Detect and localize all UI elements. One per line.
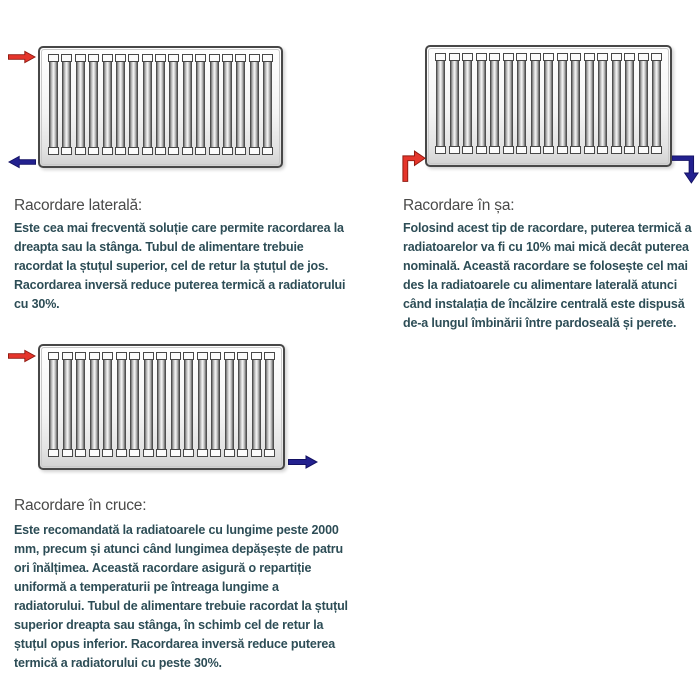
radiator-fin	[477, 61, 486, 146]
radiator-fin	[116, 62, 125, 147]
radiator-fin	[598, 61, 607, 146]
radiator-fin	[571, 61, 580, 146]
radiator-illustration-in-sa	[425, 45, 672, 167]
radiator-fin	[652, 61, 661, 146]
radiator-fins	[436, 53, 661, 154]
radiator-fin	[490, 61, 499, 146]
section-title-lateral: Racordare laterală:	[14, 197, 143, 214]
radiator-illustration-lateral	[38, 46, 283, 168]
section-body-in-cruce: Este recomandată la radiatoarele cu lungime peste 2000 mm, precum și atunci când lungimea depășește de patru ori înălțimea. Această racordare asigură o repartiție uniformă a temperaturii pe întreaga lungime a radiatorului. Tubul de alimentare trebuie racordat la ștuțul superior dreapta sau stânga, în schimb cel de retur la ștuțul opus inferior. Racordarea inversă reduce puterea termică a radiatorului cu peste 30%.	[14, 523, 348, 670]
radiator-fin	[49, 62, 58, 147]
radiator-fin	[265, 360, 274, 449]
radiator-fins	[49, 54, 272, 155]
radiator-fin	[198, 360, 207, 449]
radiator-fin	[76, 62, 85, 147]
radiator-fin	[49, 360, 58, 449]
radiator-fin	[450, 61, 459, 146]
radiator-fin	[223, 62, 232, 147]
radiator-fin	[90, 360, 99, 449]
radiator-fin	[129, 62, 138, 147]
radiator-fin	[263, 62, 272, 147]
radiator-fin	[236, 62, 245, 147]
radiator-fin	[184, 360, 193, 449]
supply-arrow-icon	[8, 349, 36, 363]
supply-arrow-icon	[400, 150, 427, 182]
radiator-fin	[225, 360, 234, 449]
radiator-fins	[49, 352, 274, 457]
return-arrow-icon	[8, 155, 36, 169]
return-arrow-icon	[288, 455, 318, 469]
radiator-fin	[144, 360, 153, 449]
radiator-fin	[62, 62, 71, 147]
radiator-fin	[585, 61, 594, 146]
radiator-fin	[76, 360, 85, 449]
radiator-fin	[117, 360, 126, 449]
radiator-fin	[63, 360, 72, 449]
section-body-in-sa: Folosind acest tip de racordare, puterea termică a radiatoarelor va fi cu 10% mai mică decât puterea nominală. Această racordare se folosește cel mai des la radiatoarele cu alimentare laterală atunci când instalația de încălzire centrală este dispusă de-a lungul îmbinării între pardoseală și perete.	[403, 221, 692, 330]
section-title-in-sa: Racordare în șa:	[403, 197, 515, 214]
radiator-fin	[252, 360, 261, 449]
radiator-fin	[210, 62, 219, 147]
radiator-fin	[169, 62, 178, 147]
radiator-fin	[171, 360, 180, 449]
radiator-fin	[544, 61, 553, 146]
radiator-fin	[157, 360, 166, 449]
radiator-illustration-in-cruce	[38, 344, 285, 470]
radiator-fin	[211, 360, 220, 449]
radiator-fin	[531, 61, 540, 146]
section-body-lateral: Este cea mai frecventă soluție care permite racordarea la dreapta sau la stânga. Tubul de alimentare trebuie racordat la ștuțul superior, cel de retur la ștuțul de jos. Racordarea inversă reduce puterea termică a radiatorului cu 30%.	[14, 221, 346, 311]
radiator-fin	[89, 62, 98, 147]
radiator-fin	[143, 62, 152, 147]
radiator-fin	[436, 61, 445, 146]
radiator-fin	[558, 61, 567, 146]
radiator-fin	[183, 62, 192, 147]
radiator-fin	[625, 61, 634, 146]
radiator-fin	[196, 62, 205, 147]
radiator-fin	[130, 360, 139, 449]
radiator-fin	[156, 62, 165, 147]
radiator-fin	[103, 62, 112, 147]
radiator-fin	[504, 61, 513, 146]
supply-arrow-icon	[8, 50, 36, 64]
radiator-fin	[612, 61, 621, 146]
radiator-fin	[463, 61, 472, 146]
return-arrow-icon	[672, 152, 699, 185]
radiator-fin	[250, 62, 259, 147]
radiator-fin	[639, 61, 648, 146]
section-title-in-cruce: Racordare în cruce:	[14, 497, 147, 514]
radiator-fin	[517, 61, 526, 146]
radiator-fin	[238, 360, 247, 449]
radiator-fin	[103, 360, 112, 449]
